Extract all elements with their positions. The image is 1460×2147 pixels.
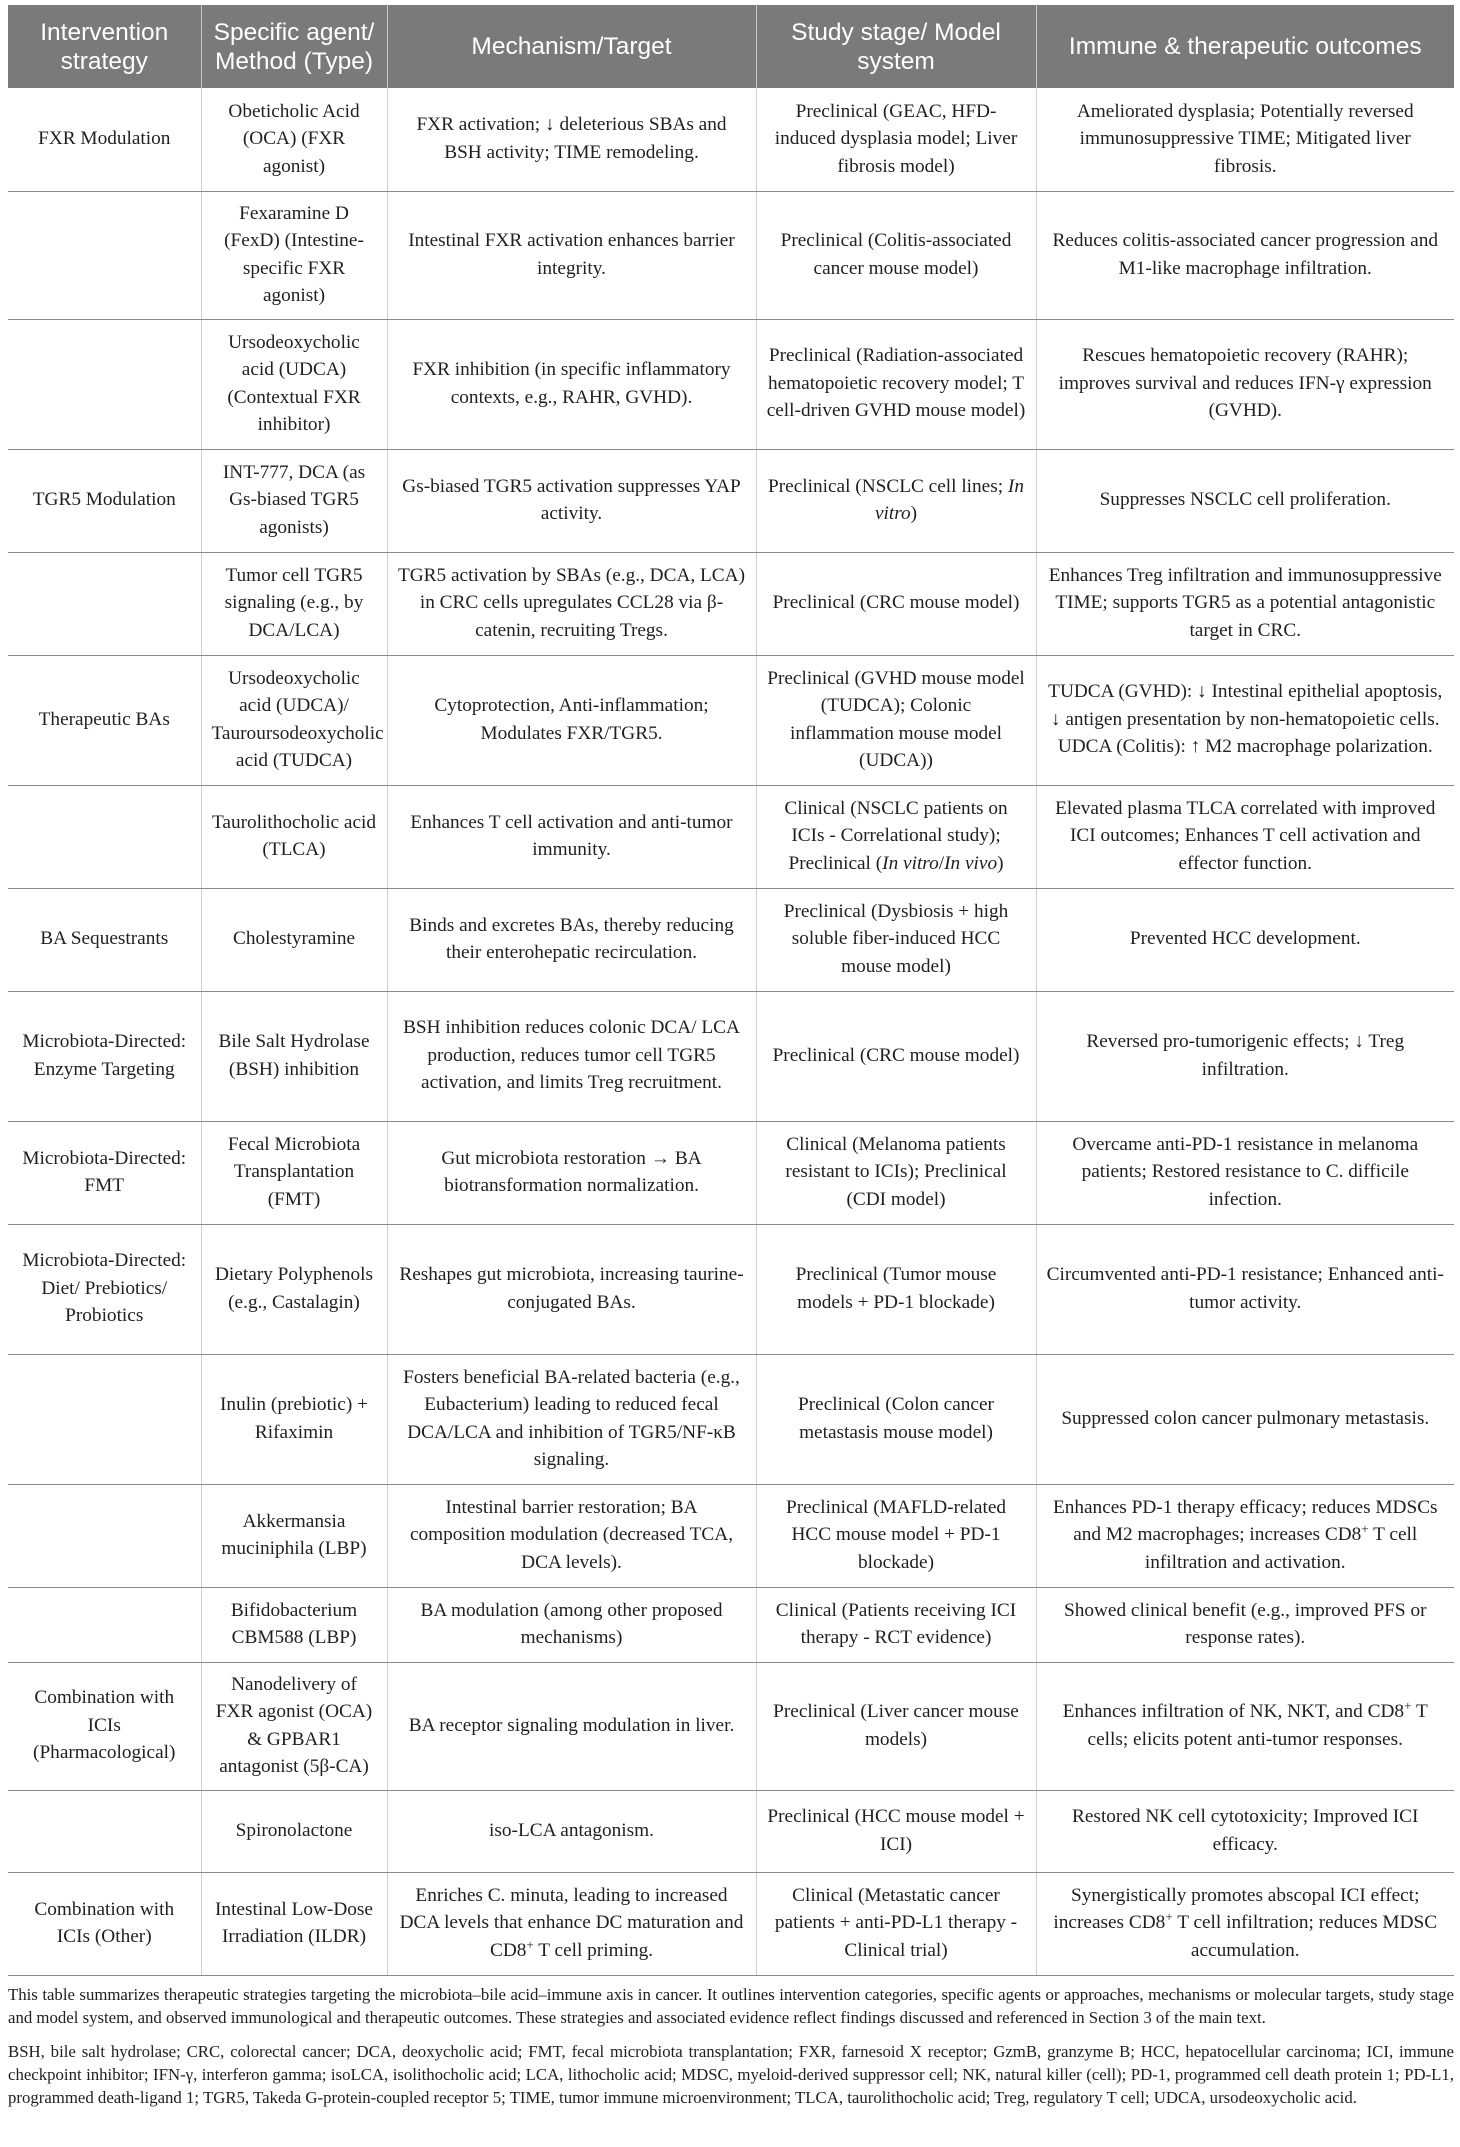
outcome-cell: Suppresses NSCLC cell proliferation. <box>1036 449 1454 552</box>
outcome-cell: Elevated plasma TLCA correlated with improved ICI outcomes; Enhances T cell activation and effector function. <box>1036 785 1454 888</box>
stage-cell: Clinical (Metastatic cancer patients + anti-PD-L1 therapy - Clinical trial) <box>756 1872 1036 1975</box>
agent-cell: Inulin (prebiotic) + Rifaximin <box>201 1354 387 1484</box>
strategy-cell <box>8 1790 201 1872</box>
agent-cell: Obeticholic Acid (OCA) (FXR agonist) <box>201 88 387 191</box>
strategy-cell <box>8 552 201 655</box>
stage-cell: Preclinical (CRC mouse model) <box>756 552 1036 655</box>
outcome-text: Enhances PD-1 therapy efficacy; reduces MDSCs and M2 macrophages; increases CD8 <box>1052 1496 1438 1546</box>
outcome-cell <box>1036 1484 1454 1587</box>
outcome-cell: Restored NK cell cytotoxicity; Improved ICI efficacy. <box>1036 1790 1454 1872</box>
table-row <box>8 191 1454 319</box>
stage-cell <box>756 449 1036 552</box>
agent-cell: Intestinal Low-Dose Irradiation (ILDR) <box>201 1872 387 1975</box>
superscript-plus: + <box>1361 1521 1369 1537</box>
mechanism-cell: TGR5 activation by SBAs (e.g., DCA, LCA) in CRC cells upregulates CCL28 via β-catenin, recruiting Tregs. <box>387 552 756 655</box>
mechanism-cell: iso-LCA antagonism. <box>387 1790 756 1872</box>
stage-text: / <box>938 852 945 874</box>
table-row <box>8 1354 1454 1484</box>
table-row <box>8 888 1454 991</box>
outcome-text: Enhances infiltration of NK, NKT, and CD8 <box>1062 1701 1405 1722</box>
stage-text: ) <box>997 852 1004 874</box>
outcome-cell: Suppressed colon cancer pulmonary metastasis. <box>1036 1354 1454 1484</box>
header-specific-agent: Specific agent/ Method (Type) <box>201 5 387 88</box>
stage-text: Preclinical (NSCLC cell lines; <box>768 475 1004 497</box>
strategy-cell: TGR5 Modulation <box>8 449 201 552</box>
header-row <box>8 5 1454 88</box>
strategy-cell: BA Sequestrants <box>8 888 201 991</box>
stage-cell: Preclinical (Colitis-associated cancer mouse model) <box>756 191 1036 319</box>
stage-italic-text: In vivo <box>944 852 998 874</box>
agent-cell: INT-777, DCA (as Gs-biased TGR5 agonists) <box>201 449 387 552</box>
stage-cell: Preclinical (MAFLD-related HCC mouse model + PD-1 blockade) <box>756 1484 1036 1587</box>
agent-cell: Spironolactone <box>201 1790 387 1872</box>
mechanism-text: Enriches C. minuta, leading to increased DCA levels that enhance DC maturation and CD8 <box>399 1884 744 1961</box>
strategy-cell: FXR Modulation <box>8 88 201 191</box>
agent-cell: Fecal Microbiota Transplantation (FMT) <box>201 1121 387 1224</box>
stage-cell: Clinical (Melanoma patients resistant to ICIs); Preclinical (CDI model) <box>756 1121 1036 1224</box>
header-study-stage: Study stage/ Model system <box>756 5 1036 88</box>
therapeutic-strategies-table <box>8 5 1454 1976</box>
mechanism-cell: Gs-biased TGR5 activation suppresses YAP activity. <box>387 449 756 552</box>
table-row <box>8 449 1454 552</box>
stage-cell: Preclinical (HCC mouse model + ICI) <box>756 1790 1036 1872</box>
mechanism-cell: Cytoprotection, Anti-inflammation; Modulates FXR/TGR5. <box>387 655 756 785</box>
stage-cell: Clinical (Patients receiving ICI therapy - RCT evidence) <box>756 1587 1036 1662</box>
strategy-cell: Microbiota-Directed: FMT <box>8 1121 201 1224</box>
agent-cell: Cholestyramine <box>201 888 387 991</box>
mechanism-cell: BSH inhibition reduces colonic DCA/ LCA production, reduces tumor cell TGR5 activation, and limits Treg recruitment. <box>387 991 756 1121</box>
agent-cell: Dietary Polyphenols (e.g., Castalagin) <box>201 1224 387 1354</box>
table-row <box>8 785 1454 888</box>
stage-cell: Preclinical (Tumor mouse models + PD-1 blockade) <box>756 1224 1036 1354</box>
outcome-cell: Ameliorated dysplasia; Potentially reversed immunosuppressive TIME; Mitigated liver fibrosis. <box>1036 88 1454 191</box>
outcome-cell: Prevented HCC development. <box>1036 888 1454 991</box>
stage-italic-text: In vitro <box>882 852 939 874</box>
agent-cell: Ursodeoxycholic acid (UDCA)/ Tauroursodeoxycholic acid (TUDCA) <box>201 655 387 785</box>
abbreviations-note: BSH, bile salt hydrolase; CRC, colorectal cancer; DCA, deoxycholic acid; FMT, fecal microbiota transplantation; FXR, farnesoid X receptor; GzmB, granzyme B; HCC, hepatocellular carcinoma; ICI, immune checkpoint inhibitor; IFN-γ, interferon gamma; isoLCA, isolithocholic acid; LCA, lithocholic acid; MDSC, myeloid-derived suppressor cell; NK, natural killer (cell); PD-1, programmed cell death protein 1; PD-L1, programmed death-ligand 1; TGR5, Takeda G-protein-coupled receptor 5; TIME, tumor immune microenvironment; TLCA, taurolithocholic acid; Treg, regulatory T cell; UDCA, ursodeoxycholic acid. <box>8 2041 1454 2108</box>
outcome-cell: Showed clinical benefit (e.g., improved PFS or response rates). <box>1036 1587 1454 1662</box>
mechanism-cell: BA receptor signaling modulation in liver. <box>387 1662 756 1790</box>
table-summary-note: This table summarizes therapeutic strategies targeting the microbiota–bile acid–immune axis in cancer. It outlines intervention categories, specific agents or approaches, mechanisms or molecular targets, study stage and model system, and observed immunological and therapeutic outcomes. These strategies and associated evidence reflect findings discussed and referenced in Section 3 of the main text. <box>8 1984 1454 2027</box>
table-row <box>8 1121 1454 1224</box>
outcome-cell: Reduces colitis-associated cancer progression and M1-like macrophage infiltration. <box>1036 191 1454 319</box>
mechanism-cell: Gut microbiota restoration → BA biotransformation normalization. <box>387 1121 756 1224</box>
strategy-cell <box>8 1354 201 1484</box>
table-header <box>8 5 1454 88</box>
superscript-plus: + <box>1404 1697 1412 1713</box>
outcome-text: T cell infiltration; reduces MDSC accumulation. <box>1172 1912 1438 1961</box>
strategy-cell: Microbiota-Directed: Diet/ Prebiotics/ Probiotics <box>8 1224 201 1354</box>
outcome-cell: TUDCA (GVHD): ↓ Intestinal epithelial apoptosis, ↓ antigen presentation by non-hematopoietic cells. UDCA (Colitis): ↑ M2 macrophage polarization. <box>1036 655 1454 785</box>
agent-cell: Bile Salt Hydrolase (BSH) inhibition <box>201 991 387 1121</box>
header-mechanism-target: Mechanism/Target <box>387 5 756 88</box>
outcome-cell <box>1036 1662 1454 1790</box>
mechanism-cell: Reshapes gut microbiota, increasing taurine-conjugated BAs. <box>387 1224 756 1354</box>
table-row <box>8 319 1454 449</box>
strategy-cell <box>8 785 201 888</box>
table-row <box>8 991 1454 1121</box>
outcome-cell: Reversed pro-tumorigenic effects; ↓ Treg infiltration. <box>1036 991 1454 1121</box>
table-row <box>8 1224 1454 1354</box>
mechanism-cell: Fosters beneficial BA-related bacteria (e.g., Eubacterium) leading to reduced fecal DCA/LCA and inhibition of TGR5/NF-κB signaling. <box>387 1354 756 1484</box>
table-row <box>8 1872 1454 1975</box>
outcome-text: T cell infiltration and activation. <box>1144 1524 1418 1573</box>
agent-cell: Taurolithocholic acid (TLCA) <box>201 785 387 888</box>
table-body <box>8 88 1454 1975</box>
stage-cell: Preclinical (Radiation-associated hematopoietic recovery model; T cell-driven GVHD mouse model) <box>756 319 1036 449</box>
table-row <box>8 552 1454 655</box>
superscript-plus: + <box>526 1936 534 1952</box>
stage-cell: Preclinical (Colon cancer metastasis mouse model) <box>756 1354 1036 1484</box>
strategy-cell: Combination with ICIs (Other) <box>8 1872 201 1975</box>
table-footnotes <box>8 1983 1454 2110</box>
mechanism-cell <box>387 1872 756 1975</box>
stage-cell: Preclinical (CRC mouse model) <box>756 991 1036 1121</box>
strategy-cell: Microbiota-Directed: Enzyme Targeting <box>8 991 201 1121</box>
table-row <box>8 1484 1454 1587</box>
outcome-text: Synergistically promotes abscopal ICI effect; increases CD8 <box>1053 1884 1420 1934</box>
strategy-cell <box>8 1587 201 1662</box>
agent-cell: Bifidobacterium CBM588 (LBP) <box>201 1587 387 1662</box>
strategy-cell: Combination with ICIs (Pharmacological) <box>8 1662 201 1790</box>
table-row <box>8 1790 1454 1872</box>
stage-cell: Preclinical (Dysbiosis + high soluble fiber-induced HCC mouse model) <box>756 888 1036 991</box>
agent-cell: Akkermansia muciniphila (LBP) <box>201 1484 387 1587</box>
stage-text: Clinical (NSCLC patients on ICIs - Correlational study); Preclinical ( <box>784 797 1008 874</box>
outcome-cell: Rescues hematopoietic recovery (RAHR); improves survival and reduces IFN-γ expression (GVHD). <box>1036 319 1454 449</box>
mechanism-cell: FXR inhibition (in specific inflammatory contexts, e.g., RAHR, GVHD). <box>387 319 756 449</box>
agent-cell: Ursodeoxycholic acid (UDCA) (Contextual FXR inhibitor) <box>201 319 387 449</box>
outcome-cell: Circumvented anti-PD-1 resistance; Enhanced anti-tumor activity. <box>1036 1224 1454 1354</box>
mechanism-cell: Binds and excretes BAs, thereby reducing their enterohepatic recirculation. <box>387 888 756 991</box>
outcome-text: T cells; elicits potent anti-tumor responses. <box>1087 1701 1428 1750</box>
table-row <box>8 1587 1454 1662</box>
strategy-cell <box>8 1484 201 1587</box>
stage-text: ) <box>910 503 918 524</box>
mechanism-cell: Enhances T cell activation and anti-tumor immunity. <box>387 785 756 888</box>
strategy-cell <box>8 319 201 449</box>
agent-cell: Tumor cell TGR5 signaling (e.g., by DCA/LCA) <box>201 552 387 655</box>
mechanism-cell: FXR activation; ↓ deleterious SBAs and BSH activity; TIME remodeling. <box>387 88 756 191</box>
stage-cell: Preclinical (Liver cancer mouse models) <box>756 1662 1036 1790</box>
mechanism-cell: BA modulation (among other proposed mechanisms) <box>387 1587 756 1662</box>
superscript-plus: + <box>1165 1909 1173 1925</box>
stage-cell <box>756 785 1036 888</box>
mechanism-cell: Intestinal FXR activation enhances barrier integrity. <box>387 191 756 319</box>
strategy-cell: Therapeutic BAs <box>8 655 201 785</box>
table-row <box>8 88 1454 191</box>
agent-cell: Fexaramine D (FexD) (Intestine-specific FXR agonist) <box>201 191 387 319</box>
stage-cell: Preclinical (GVHD mouse model (TUDCA); Colonic inflammation mouse model (UDCA)) <box>756 655 1036 785</box>
stage-cell: Preclinical (GEAC, HFD-induced dysplasia model; Liver fibrosis model) <box>756 88 1036 191</box>
table-row <box>8 655 1454 785</box>
mechanism-text: T cell priming. <box>533 1939 654 1961</box>
outcome-cell: Overcame anti-PD-1 resistance in melanoma patients; Restored resistance to C. difficile infection. <box>1036 1121 1454 1224</box>
stage-italic-text: In vitro <box>874 475 1024 524</box>
table-container <box>8 5 1454 2121</box>
mechanism-cell: Intestinal barrier restoration; BA composition modulation (decreased TCA, DCA levels). <box>387 1484 756 1587</box>
outcome-cell <box>1036 1872 1454 1975</box>
header-outcomes: Immune & therapeutic outcomes <box>1036 5 1454 88</box>
header-intervention-strategy: Intervention strategy <box>8 5 201 88</box>
table-row <box>8 1662 1454 1790</box>
outcome-cell: Enhances Treg infiltration and immunosuppressive TIME; supports TGR5 as a potential antagonistic target in CRC. <box>1036 552 1454 655</box>
strategy-cell <box>8 191 201 319</box>
agent-cell: Nanodelivery of FXR agonist (OCA) & GPBAR1 antagonist (5β-CA) <box>201 1662 387 1790</box>
